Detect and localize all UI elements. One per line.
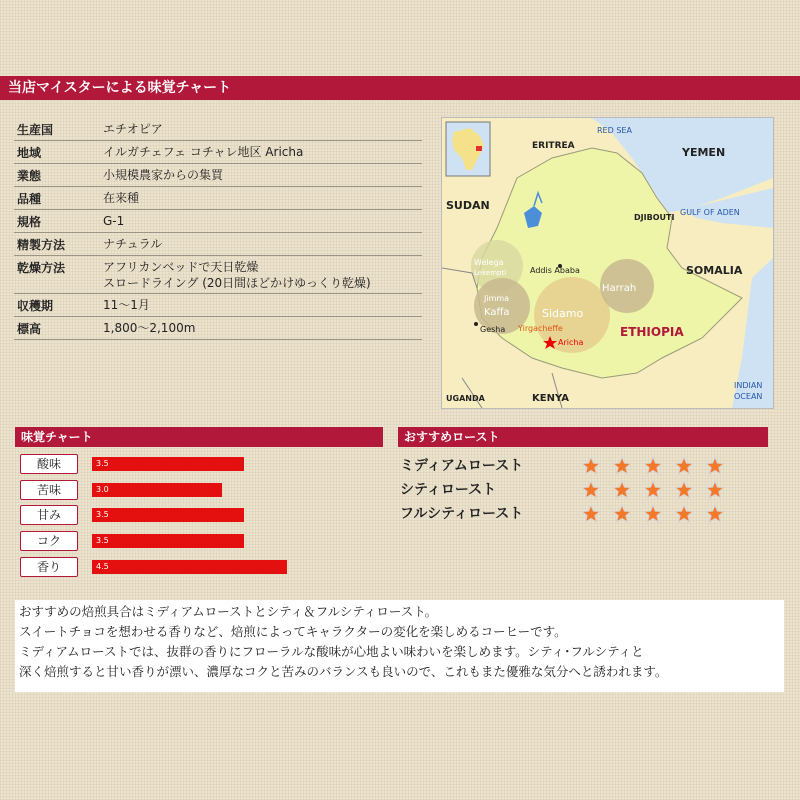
taste-row	[20, 505, 370, 525]
map-label-jimma: Jimma	[484, 294, 510, 303]
spec-label: 生産国	[17, 123, 54, 137]
roast-stars	[580, 504, 735, 524]
star-icon	[704, 504, 726, 524]
map-label-red-sea: RED SEA	[597, 126, 632, 135]
spec-value: 在来種	[103, 191, 140, 205]
spec-label: 標高	[17, 322, 42, 336]
spec-row	[14, 233, 422, 256]
spec-label: 業態	[17, 169, 42, 183]
roast-row	[400, 479, 780, 501]
taste-row	[20, 557, 370, 577]
roast-name: フルシティロースト	[400, 506, 524, 522]
spec-label: 品種	[17, 192, 42, 206]
spec-row	[14, 294, 422, 317]
star-icon	[580, 504, 602, 524]
spec-value: ナチュラル	[103, 237, 163, 251]
taste-track	[92, 483, 352, 497]
spec-row	[14, 141, 422, 164]
taste-label: 香り	[20, 557, 78, 577]
spec-row	[14, 317, 422, 340]
star-icon	[580, 456, 602, 476]
star-icon	[704, 456, 726, 476]
map-label-somalia: SOMALIA	[686, 264, 743, 277]
page-title: 当店マイスターによる味覚チャート	[0, 76, 800, 100]
taste-row	[20, 531, 370, 551]
taste-track	[92, 560, 352, 574]
star-icon	[673, 456, 695, 476]
taste-value: 3.0	[96, 485, 109, 494]
roast-name: ミディアムロースト	[400, 458, 524, 474]
star-icon	[673, 480, 695, 500]
spec-label: 地域	[17, 146, 42, 160]
map-label-addis-ababa: Addis Ababa	[530, 266, 580, 275]
taste-value: 3.5	[96, 459, 109, 468]
map-label-kaffa: Kaffa	[484, 307, 510, 318]
taste-label: 苦味	[20, 480, 78, 500]
taste-value: 3.5	[96, 536, 109, 545]
spec-value: 11～1月	[103, 298, 150, 312]
taste-track	[92, 457, 352, 471]
spec-value: アフリカンベッドで天日乾燥 スロードライング (20日間ほどかけゆっくり乾燥)	[103, 260, 371, 290]
roast-name: シティロースト	[400, 482, 497, 498]
map-label-sudan: SUDAN	[446, 199, 490, 212]
taste-value: 4.5	[96, 562, 109, 571]
taste-label: 甘み	[20, 505, 78, 525]
spec-value: イルガチェフェ コチャレ地区 Aricha	[103, 145, 304, 159]
spec-value: G-1	[103, 214, 125, 228]
taste-track	[92, 508, 352, 522]
spec-label: 収穫期	[17, 299, 54, 313]
taste-bar	[92, 508, 244, 522]
description-line: ミディアムローストでは、抜群の香りにフローラルな酸味が心地よい味わいを楽しめます。シティ･フルシティと	[19, 644, 644, 659]
taste-bar	[92, 457, 244, 471]
roast-stars	[580, 480, 735, 500]
star-icon	[642, 480, 664, 500]
map-label-lekempti: Lekempti	[474, 269, 507, 277]
taste-label: 酸味	[20, 454, 78, 474]
map-label-kenya: KENYA	[532, 393, 569, 404]
star-icon	[704, 480, 726, 500]
spec-row	[14, 118, 422, 141]
taste-row	[20, 454, 370, 474]
spec-value: 小規模農家からの集買	[103, 168, 224, 182]
map-label-aricha: Aricha	[558, 338, 584, 347]
spec-label: 精製方法	[17, 238, 66, 252]
roast-header: おすすめロースト	[398, 427, 768, 447]
spec-label: 規格	[17, 215, 42, 229]
star-icon	[642, 456, 664, 476]
description-line: 深く焙煎すると甘い香りが漂い、濃厚なコクと苦みのバランスも良いので、これもまた優雅な気分へと誘われます。	[19, 664, 668, 679]
roast-row	[400, 455, 780, 477]
map-label-gesha: Gesha	[480, 325, 506, 334]
spec-row	[14, 210, 422, 233]
map-label-welega: Welega	[474, 258, 504, 267]
spec-row	[14, 187, 422, 210]
map-label-yemen: YEMEN	[682, 146, 726, 159]
roast-row	[400, 503, 780, 525]
taste-bar	[92, 534, 244, 548]
map-svg	[442, 118, 773, 408]
map-label-ethiopia: ETHIOPIA	[620, 325, 684, 339]
map-label-indian: INDIAN	[734, 381, 763, 390]
ethiopia-map	[441, 117, 774, 409]
map-label-djibouti: DJIBOUTI	[634, 213, 675, 222]
star-icon	[642, 504, 664, 524]
taste-chart-header: 味覚チャート	[15, 427, 383, 447]
description-line: スイートチョコを想わせる香りなど、焙煎によってキャラクターの変化を楽しめるコーヒーです。	[19, 624, 567, 639]
taste-bar	[92, 560, 287, 574]
map-label-sidamo: Sidamo	[542, 307, 584, 320]
taste-label: コク	[20, 531, 78, 551]
map-label-harrah: Harrah	[602, 283, 637, 294]
description-line: おすすめの焙煎具合はミディアムローストとシティ＆フルシティロースト。	[19, 604, 438, 619]
description-box	[15, 600, 784, 692]
taste-row	[20, 480, 370, 500]
map-label-yirgacheffe: Yirgacheffe	[518, 324, 563, 333]
map-label-eritrea: ERITREA	[532, 141, 575, 151]
spec-label: 乾燥方法	[17, 261, 66, 275]
map-label-gulf-of-aden: GULF OF ADEN	[680, 208, 740, 217]
star-icon	[673, 504, 695, 524]
map-label-ocean: OCEAN	[734, 392, 763, 401]
map-label-uganda: UGANDA	[446, 394, 485, 403]
taste-bar	[92, 483, 222, 497]
star-icon	[611, 480, 633, 500]
roast-stars	[580, 456, 735, 476]
spec-row	[14, 256, 422, 294]
star-icon	[611, 504, 633, 524]
spec-table	[14, 118, 422, 340]
spec-row	[14, 164, 422, 187]
star-icon	[580, 480, 602, 500]
taste-track	[92, 534, 352, 548]
taste-value: 3.5	[96, 510, 109, 519]
spec-value: エチオピア	[103, 122, 163, 136]
star-icon	[611, 456, 633, 476]
spec-value: 1,800～2,100m	[103, 321, 196, 335]
